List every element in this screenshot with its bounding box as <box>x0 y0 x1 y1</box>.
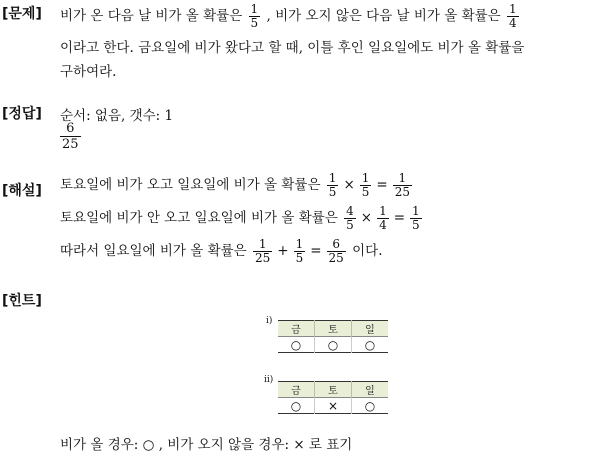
table-cell: ○ <box>352 337 389 353</box>
problem-line-1 <box>60 3 521 30</box>
table-cell: ○ <box>315 337 352 353</box>
hint-table-case-2 <box>278 381 388 414</box>
table-header-cell: 금 <box>278 382 315 398</box>
problem-text-1a: 비가 온 다음 날 비가 올 확률은 <box>60 8 243 24</box>
explanation-line-1: 토요일에 비가 오고 일요일에 비가 올 확률은 $\frac{1}{5}$ × $\frac{1}{5}$ = $\frac{1}{25}$ <box>60 171 410 199</box>
table-cell: × <box>315 398 352 414</box>
explanation-line-3: 따라서 일요일에 비가 올 확률은 $\frac{1}{25}$ + $\frac{1}{5}$ = $\frac{6}{25}$ 이다. <box>60 237 383 265</box>
hint-table-case-1 <box>278 320 388 353</box>
table-cell: ○ <box>278 337 315 353</box>
problem-label: [문제] <box>2 6 42 22</box>
hint-footer: 비가 올 경우: ○ , 비가 오지 않을 경우: × 로 표기 <box>60 437 353 453</box>
problem-line-2: 이라고 한다. 금요일에 비가 왔다고 할 때, 이틀 후인 일요일에도 비가 올 확률을 <box>60 40 525 56</box>
case-1-label: i) <box>266 316 273 326</box>
explanation-label: [해설] <box>2 183 42 199</box>
table-header-cell: 토 <box>315 321 352 337</box>
answer-fraction: $\frac{6}{25}$ <box>62 121 79 152</box>
fraction: $\frac{1}{5}$ <box>250 2 259 30</box>
table-header-cell: 금 <box>278 321 315 337</box>
table-header-cell: 일 <box>352 382 389 398</box>
hint-label: [힌트] <box>2 293 42 309</box>
explanation-line-2: 토요일에 비가 안 오고 일요일에 비가 올 확률은 $\frac{4}{5}$ × $\frac{1}{4}$ = $\frac{1}{5}$ <box>60 204 420 232</box>
problem-text-1b: , 비가 오지 않은 다음 날 비가 올 확률은 <box>266 8 501 24</box>
case-2-label: ii) <box>264 375 274 385</box>
table-header-cell: 토 <box>315 382 352 398</box>
table-header-cell: 일 <box>352 321 389 337</box>
answer-label: [정답] <box>2 106 42 122</box>
table-cell: ○ <box>352 398 389 414</box>
problem-line-3: 구하여라. <box>60 64 117 80</box>
fraction: $\frac{1}{4}$ <box>509 2 517 30</box>
answer-text: 순서: 없음, 갯수: 1 <box>60 108 174 124</box>
table-cell: ○ <box>278 398 315 414</box>
